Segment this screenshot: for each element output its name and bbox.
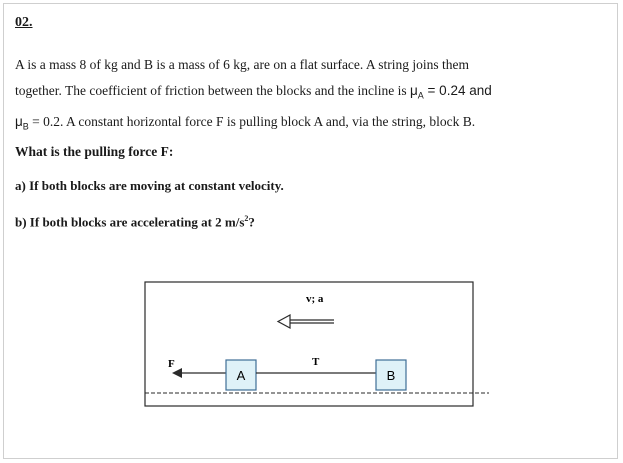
part-b-exponent: 2	[244, 214, 249, 223]
blocks-diagram	[134, 280, 489, 450]
part-b-text: b) If both blocks are accelerating at 2 m/s	[15, 214, 245, 230]
mu-b-symbol: μ	[15, 113, 23, 129]
part-b-end: ?	[248, 214, 255, 230]
problem-line-2	[15, 78, 611, 109]
mu-a-symbol: μ	[410, 83, 418, 98]
part-b	[15, 214, 255, 230]
mu-b-subscript: B	[22, 121, 29, 132]
problem-line-3-text: = 0.2. A constant horizontal force F is pulling block A and, via the string, block B.	[28, 113, 476, 129]
part-a: a) If both blocks are moving at constant velocity.	[15, 178, 284, 193]
problem-paragraph	[15, 52, 611, 165]
problem-question: What is the pulling force F:	[15, 144, 174, 160]
motion-label: v; a	[306, 293, 324, 305]
block-a-label: A	[236, 368, 246, 383]
block-b-label: B	[386, 368, 396, 383]
mu-a-subscript: A	[417, 90, 424, 101]
problem-line-2-text: together. The coefficient of friction between the blocks and the incline is	[15, 83, 410, 98]
problem-line-3	[15, 109, 611, 140]
tension-label: T	[312, 356, 320, 368]
mu-a-value: = 0.24 and	[423, 83, 492, 98]
problem-line-1: A is a mass 8 of kg and B is a mass of 6 kg, are on a flat surface. A string joins them	[15, 57, 470, 72]
question-number: 02.	[15, 15, 33, 30]
force-label: F	[168, 358, 175, 370]
